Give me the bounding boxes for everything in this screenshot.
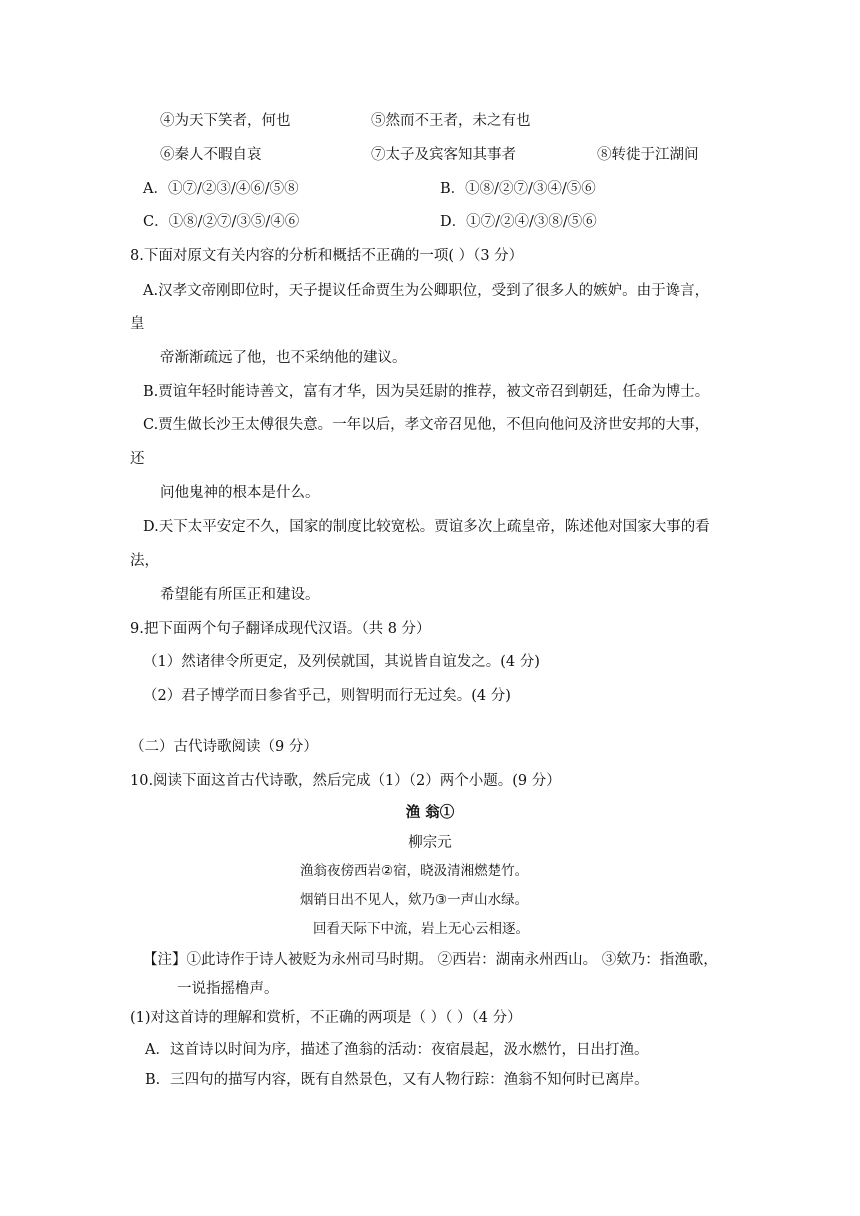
q8-stem: 8.下面对原文有关内容的分析和概括不正确的一项( ）（3 分） [130, 248, 524, 264]
poem-line-3: 回看天际下中流，岩上无心云相逐。 [313, 921, 529, 937]
q7-option-a: A．①⑦/②③/④⑥/⑤⑧ [143, 181, 299, 197]
q9-sentence-2: （2）君子博学而日参省乎己，则智明而行无过矣。(4 分) [143, 688, 511, 704]
q8-option-c: C.贾生做长沙王太傅很失意。一年以后，孝文帝召见他，不但向他问及济世安邦的大事， [143, 417, 710, 433]
q9-sentence-1: （1）然诸律令所更定，及列侯就国，其说皆自谊发之。(4 分) [143, 654, 540, 670]
q7-option-d: D．①⑦/②④/③⑧/⑤⑥ [440, 214, 597, 230]
q8-option-d-wrap: 法， [130, 553, 159, 569]
section-heading: （二）古代诗歌阅读（9 分） [130, 739, 318, 755]
poem-title: 渔 翁① [405, 804, 455, 821]
q9-stem: 9.把下面两个句子翻译成现代汉语。（共 8 分） [130, 621, 431, 637]
q8-option-a-cont: 帝渐渐疏远了他，也不采纳他的建议。 [160, 350, 407, 366]
q8-option-c-cont: 问他鬼神的根本是什么。 [160, 485, 320, 501]
poem-line-2: 烟销日出不见人，欸乃③一声山水绿。 [300, 892, 529, 908]
q7-option-b: B．①⑧/②⑦/③④/⑤⑥ [440, 181, 596, 197]
q10-stem: 10.阅读下面这首古代诗歌，然后完成（1）（2）两个小题。(9 分） [130, 773, 561, 789]
q8-option-a: A.汉孝文帝刚即位时，天子提议任命贾生为公卿职位，受到了很多人的嫉妒。由于谗言， [143, 283, 710, 299]
q7-item-6: ⑥秦人不暇自哀 [160, 147, 262, 163]
q7-item-4: ④为天下笑者，何也 [160, 113, 291, 129]
q8-option-d-cont: 希望能有所匡正和建设。 [160, 587, 320, 603]
q8-option-c-wrap: 还 [130, 451, 145, 467]
q10-option-b: B．三四句的描写内容，既有自然景色，又有人物行踪：渔翁不知何时已离岸。 [145, 1072, 649, 1088]
poem-note-cont: 一说指摇橹声。 [177, 981, 279, 997]
poem-author: 柳宗元 [408, 835, 452, 851]
q8-option-d: D.天下太平安定不久，国家的制度比较宽松。贾谊多次上疏皇帝，陈述他对国家大事的看 [143, 519, 710, 535]
poem-note: 【注】①此诗作于诗人被贬为永州司马时期。 ②西岩：湖南永州西山。 ③欸乃：指渔歌， [143, 952, 718, 968]
poem-line-1: 渔翁夜傍西岩②宿，晓汲清湘燃楚竹。 [300, 863, 529, 879]
q7-item-8: ⑧转徙于江湖间 [597, 147, 699, 163]
q8-option-b: B.贾谊年轻时能诗善文，富有才华，因为吴廷尉的推荐，被文帝召到朝廷，任命为博士。 [143, 384, 710, 400]
q7-item-5: ⑤然而不王者，未之有也 [371, 113, 531, 129]
q7-option-c: C．①⑧/②⑦/③⑤/④⑥ [143, 214, 300, 230]
q10-sub1-stem: (1)对这首诗的理解和赏析，不正确的两项是（ ）（ ）（4 分） [130, 1010, 522, 1026]
q10-option-a: A．这首诗以时间为序，描述了渔翁的活动：夜宿晨起，汲水燃竹，日出打渔。 [145, 1042, 649, 1058]
q7-item-7: ⑦太子及宾客知其事者 [371, 147, 516, 163]
q8-option-a-wrap: 皇 [130, 316, 145, 332]
